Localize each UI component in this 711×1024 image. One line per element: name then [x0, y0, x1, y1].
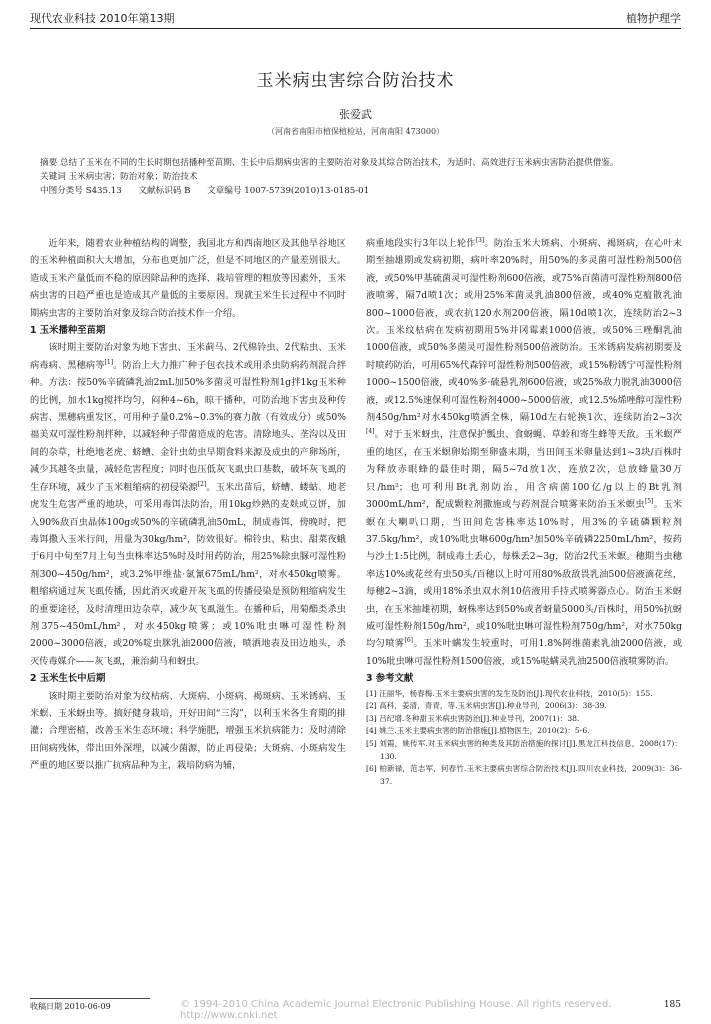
- right-column: [366, 235, 682, 788]
- s1-text-c: 。玉米出苗后，蛴螬、蝼蛄、地老虎发生危害严重的地块，可采用毒饵法防治，用10kg炒熟的麦麸或豆饼，加入90%敌百虫晶体100g或50%的辛硫磷乳油50mL，制成毒饵，傍晚时，把毒饵撒入玉米行间，用量为30kg/hm²，防效很好。棉铃虫、粘虫、甜菜夜蛾于6月中旬至7月上旬当虫株率达5%时及时用药防治，用25%除虫脲可湿性粉剂300~450g/hm²，或3.2%甲维盐·氯氰675mL/hm²，对水450kg喷雾。粗缩病通过灰飞虱传播，因此消灭或避开灰飞虱的传播侵染是预防粗缩病发生的重要途径，及时清理田边杂草，减少灰飞虱滋生。在播种后，用菊酯类杀虫剂375~450mL/hm²，对水450kg喷雾；或10%吡虫啉可湿性粉剂2000~3000倍液，或20%啶虫脒乳油2000倍液，喷洒地表及田边地头，杀灭传毒媒介——灰飞虱，兼治蓟马和蚜虫。: [30, 481, 347, 667]
- section-name: 植物护理学: [626, 12, 681, 25]
- reference-item: [1] 汪丽华，杨春梅.玉米主要病虫害的发生及防治[J].现代农业科技，2010(5)：155.: [366, 688, 653, 698]
- footnote-rule: [30, 998, 150, 999]
- running-header: [30, 10, 681, 28]
- document-code: 文献标识码 B: [138, 186, 191, 196]
- journal-issue: 现代农业科技 2010年第13期: [30, 12, 175, 25]
- section-2-paragraph: 该时期主要防治对象为纹枯病、大斑病、小斑病、褐斑病、玉米锈病、玉米螟、玉米蚜虫等。搞好健身栽培，开好田间“三沟”，以利玉米各生育期的排灌；合理密植，改善玉米生态环境；科学施肥，增强玉米抗病能力；及时清除田间病残体，带出田外深埋，以减少菌源，防止再侵染；大斑病、小斑病发生严重的地区要以推广抗病品种为主，栽培防病为辅，: [30, 690, 346, 772]
- citation-6[interactable]: [6]: [404, 637, 414, 645]
- s2-text-e: 。玉米叶螨发生较重时，可用1.8%阿维菌素乳油2000倍液，或10%吡虫啉可湿性粉剂1500倍液，或15%哒螨灵乳油2500倍液喷雾防治。: [366, 638, 683, 667]
- reference-list: [366, 688, 682, 789]
- section-3-heading: 3 参考文献: [366, 673, 414, 685]
- section-1-heading: 1 玉米播种至苗期: [30, 325, 106, 337]
- classification-line: [30, 184, 680, 198]
- article-title: 玉米病虫害综合防治技术: [256, 71, 455, 91]
- header-rule: [30, 28, 681, 29]
- section-2-continued: [366, 235, 682, 670]
- abstract-text: 摘要 总结了玉米在不同的生长时期包括播种至苗期、生长中后期病虫害的主要防治对象及其综合防治技术，为适时、高效进行玉米病虫害防治提供借鉴。: [40, 158, 619, 168]
- intro-paragraph: 近年来，随着农业种植结构的调整，我国北方和西南地区及其他旱谷地区的玉米种植面积大大增加，分布也更加广泛，但是不同地区的产量差别很大。造成玉米产量低而不稳的原因除品种的选择、栽培管理的粗放等因素外，玉米病虫害的日趋严重也是造成其产量低的主要原因。现就玉米生长过程中不同时期病虫害的主要防治对象及综合防治技术作一介绍。: [30, 238, 346, 319]
- copyright-watermark: © 1994-2010 China Academic Journal Electronic Publishing House. All rights reserved. http://www.cnki.net: [180, 999, 612, 1021]
- author-name: 张爱武: [339, 108, 372, 121]
- s2-text-c: 。对于玉米蚜虫，注意保护瓢虫、食蚜蝇、草蛉和寄生蜂等天敌。玉米螟严重的地区，在玉米螟卵始期至卵盛末期，当田间玉米卵量达到1~3块/百株时为释放赤眼蜂的最佳时期，隔5~7d放1次，连放2次，总放蜂量30万只/hm²；也可利用Bt乳剂防治，用含病菌100亿/g以上的Bt乳剂3000mL/hm²，配成颗粒剂撒施或与药剂混合喷雾来防治玉米螟虫: [366, 429, 682, 511]
- section-1-paragraph: [30, 339, 346, 670]
- author-affiliation: （河南省南阳市植保植检站，河南南阳 473000）: [266, 127, 445, 136]
- keywords: 关键词 玉米病虫害；防治对象；防治技术: [40, 172, 198, 182]
- page-number: 185: [663, 1000, 681, 1010]
- section-2-heading: 2 玉米生长中后期: [30, 673, 106, 685]
- citation-2[interactable]: [2]: [197, 480, 207, 488]
- citation-5[interactable]: [5]: [644, 498, 654, 506]
- article-number: 文章编号 1007-5739(2010)13-0185-01: [207, 186, 370, 196]
- clc-number: 中图分类号 S435.13: [40, 186, 122, 196]
- reference-item: [5] 刘霞，姚传军.对玉米病虫害的种类及其防治措施的探讨[J].黑龙江科技信息，2008(17)：130.: [366, 738, 682, 761]
- left-column: [30, 235, 346, 775]
- reference-item: [4] 姚兰.玉米主要病虫害的防治措施[J].植物医生，2010(2)：5-6.: [366, 726, 590, 736]
- reference-item: [3] 吕纪增.冬种甜玉米病虫害防治[J].种业导刊，2007(1)：38.: [366, 713, 580, 723]
- received-date: 收稿日期 2010-06-09: [30, 1002, 111, 1011]
- citation-3[interactable]: [3]: [475, 236, 485, 244]
- reference-item: [2] 高科，姜清，青青，等.玉米病虫害[J].种业导刊，2006(3)：38-39.: [366, 701, 607, 711]
- citation-4[interactable]: [4]: [366, 428, 375, 436]
- abstract-block: [30, 156, 680, 198]
- citation-1[interactable]: [1]: [104, 358, 114, 366]
- s2-text-b: 。防治玉米大斑病、小斑病、褐斑病，在心叶末期至抽雄期或发病初期，病叶率20%时，用50%的多灵菌可湿性粉剂500倍液，或50%甲基硫菌灵可湿性粉剂600倍液，或75%百菌清可湿性粉剂800倍液喷雾，隔7d喷1次；或用25%苯菌灵乳油800倍液，或40%克瘟散乳油800~1000倍液，或农抗120水剂200倍液，隔10d喷1次，连续防治2~3次。玉米纹枯病在发病初期用5%井冈霉素1000倍液，或50%三唑酮乳油1000倍液，或50%多菌灵可湿性粉剂500倍液防治。玉米锈病发病初期要及时喷药防治，可用65%代森锌可湿性粉剂500倍液，或15%粉锈宁可湿性粉剂1000~1500倍液，或40%多·硫悬乳剂600倍液，或25%敌力脱乳油3000倍液，或12.5%速保利可湿性粉剂4000~5000倍液，或12.5%烯唑醇可湿性粉剂450g/hm²对水450kg喷洒全株，隔10d左右轮换1次，连续防治2~3次: [366, 238, 682, 424]
- reference-item: [6] 柏新禄，范志军，何春竹.玉米主要病虫害综合防治技术[J].四川农业科技，2009(3)：36-37.: [366, 764, 682, 786]
- s2-text-d: 。玉米螟在大喇叭口期，当田间危害株率达10%时，用3%的辛硫磷颗粒剂37.5kg/hm²，或10%吡虫啉600g/hm²加50%辛硫磷2250mL/hm²，按药与沙土1:5比例，制成毒土丢心，每株丢2~3g，防治2代玉米螟。穗期当虫穗率达10%或花丝有虫50头/百穗以上时可用80%敌敌畏乳油500倍液滴花丝，每穗2~3滴，或用18%杀虫双水剂10倍液用手持式喷雾器点心。防治玉米蚜虫，在玉米抽雄初期，蚜株率达到50%或者蚜量5000头/百株时，用50%抗蚜威可湿性粉剂150g/hm²，或10%吡虫啉可湿性粉剂750g/hm²，对水750kg均匀喷雾: [366, 499, 683, 650]
- s2-text-a: 病重地段实行3年以上轮作: [366, 238, 476, 249]
- s1-text-b: 。防治上大力推广种子包衣技术或用杀虫防病药剂混合拌种。方法：按50%辛硫磷乳油2mL加50%多菌灵可湿性粉剂1g拌1kg玉米种的比例，加水1kg搅拌均匀，闷种4~6h，晾干播种，可防治地下害虫及种传病害、黑穗病重发区，可用种子量0.2%~0.3%的赛力散（有效成分）或50%福美双可湿性粉剂拌种，以减轻种子带菌造成的危害。清除地头、垄沟以及田间的杂草，杜绝地老虎、蛴螬、金针虫幼虫早期食料来源及成虫的产卵场所，减少其越冬虫量，减轻危害程度；同时也压低灰飞虱虫口基数，破坏灰飞虱的生存环境，减少了玉米粗缩病的初侵染源: [30, 359, 347, 493]
- s1-text-a: 该时期主要防治对象为地下害虫、玉米蓟马、2代棉铃虫、2代粘虫、玉米病毒病、黑穗病等: [30, 342, 346, 371]
